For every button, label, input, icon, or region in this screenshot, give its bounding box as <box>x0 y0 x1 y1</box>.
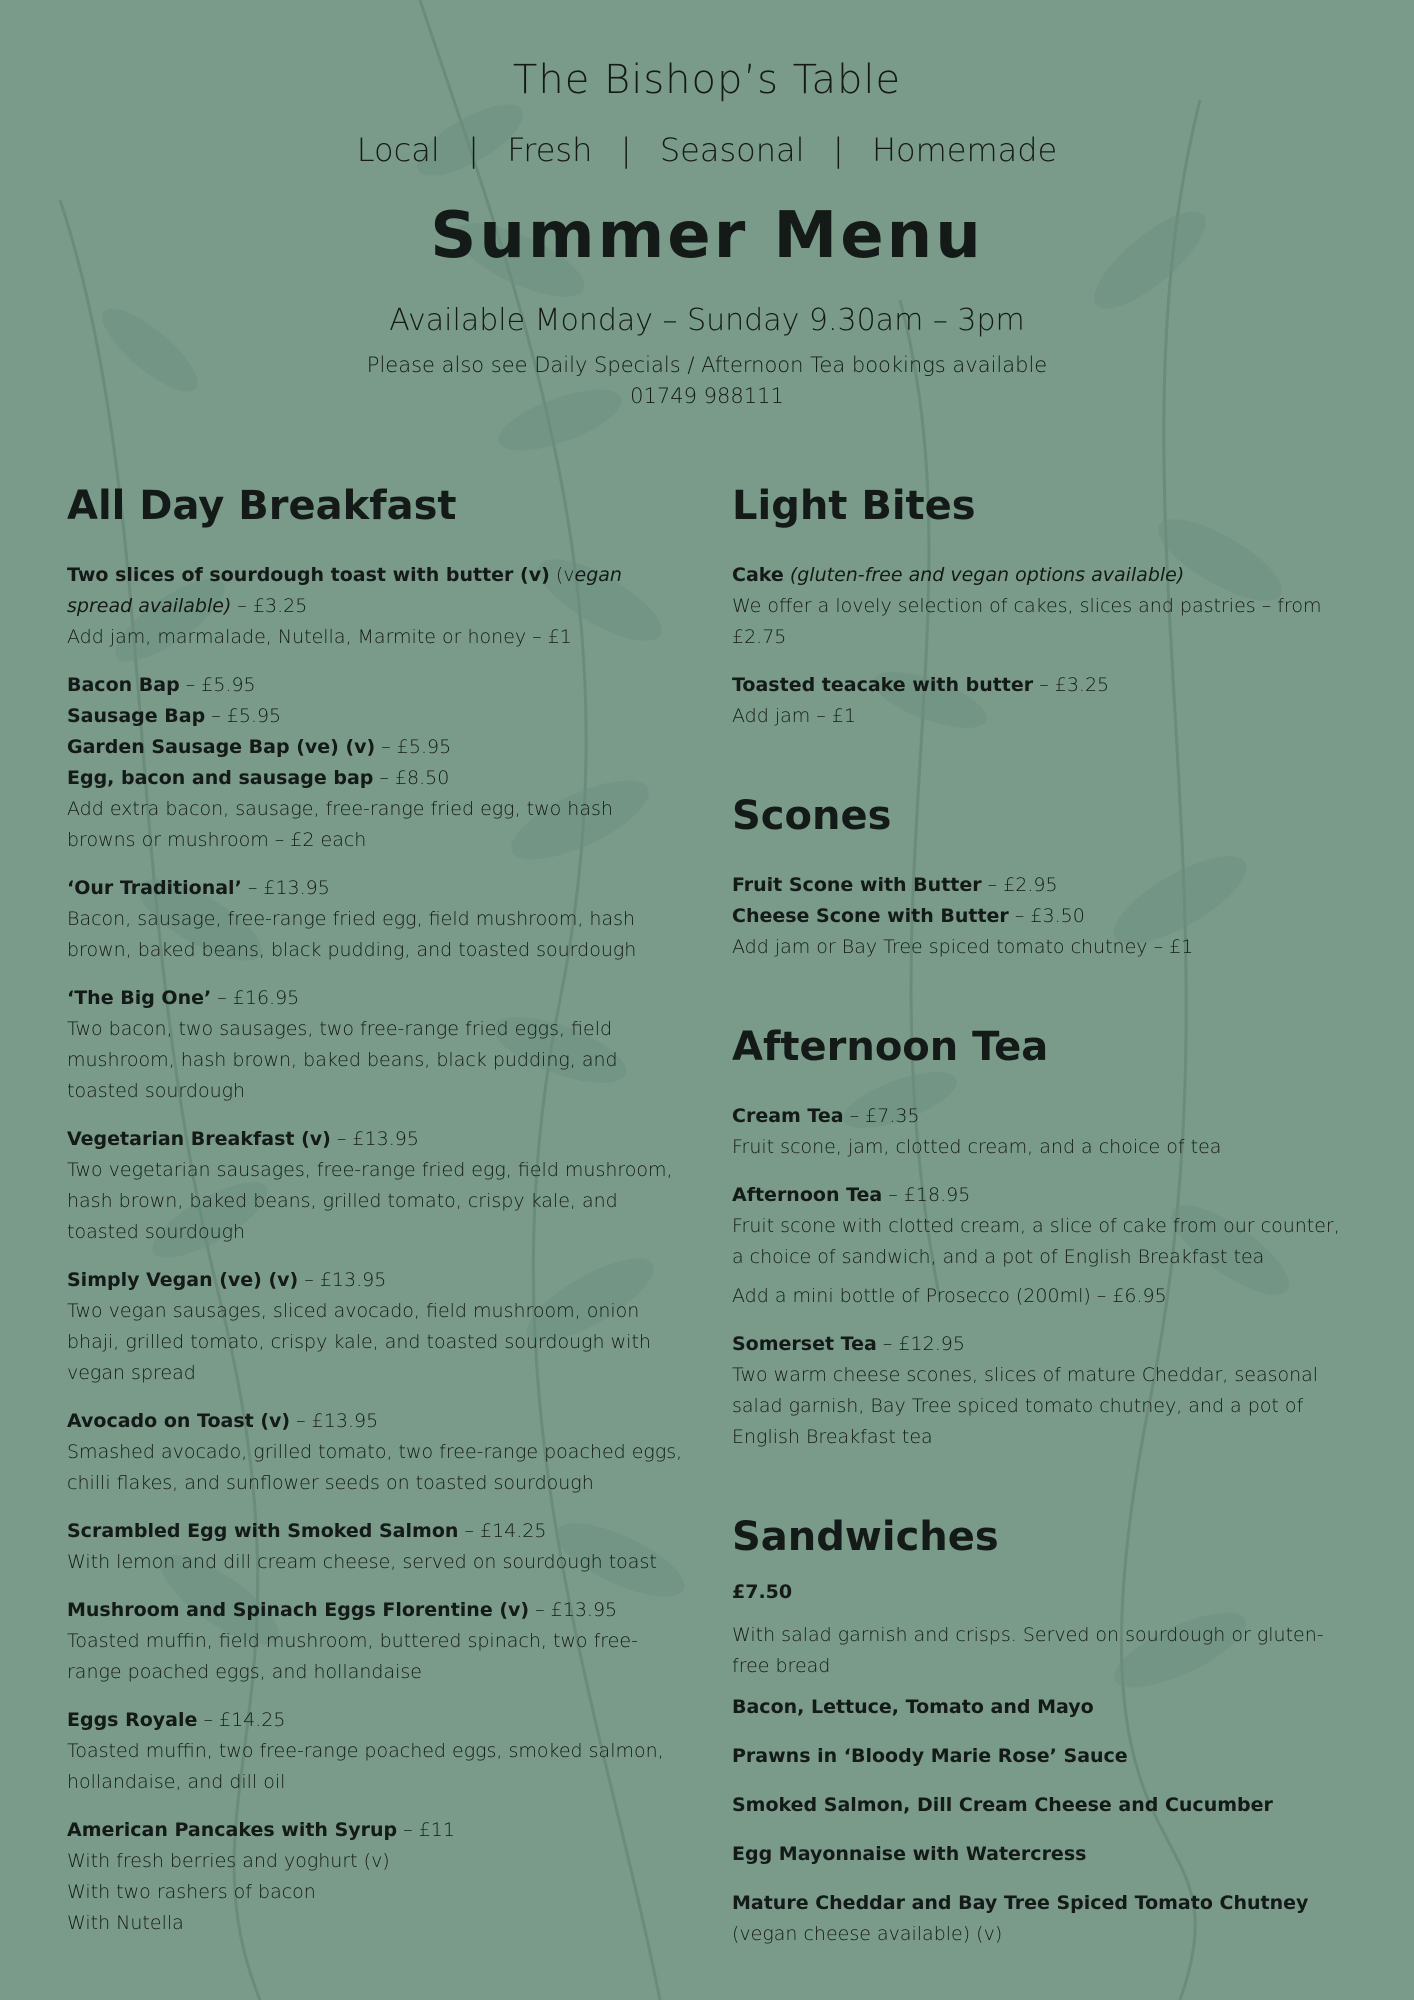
item-price: – £3.25 <box>1033 674 1110 696</box>
item-price: – £12.95 <box>876 1333 965 1355</box>
sandwich-description: With salad garnish and crisps. Served on sourdough or gluten-free bread <box>732 1624 1324 1677</box>
sandwich-item-note: (vegan cheese available) (v) <box>732 1923 1003 1945</box>
item-note-italic: egan spread available) <box>67 564 622 617</box>
menu-item-cake <box>732 560 1347 653</box>
item-price: – £3.50 <box>1008 905 1085 927</box>
sandwich-price: £7.50 <box>732 1581 793 1603</box>
item-name: Somerset Tea <box>732 1333 877 1355</box>
item-price: – £2.95 <box>981 874 1058 896</box>
prosecco-addon: Add a mini bottle of Prosecco (200ml) – £6.95 <box>732 1285 1167 1307</box>
item-description: Two vegetarian sausages, free-range fried egg, field mushroom, hash brown, baked beans, grilled tomato, crispy kale, and toasted sourdough <box>67 1159 673 1243</box>
item-price: – £13.95 <box>241 877 330 899</box>
item-name: Scrambled Egg with Smoked Salmon <box>67 1520 459 1542</box>
item-price: – £13.95 <box>290 1410 379 1432</box>
item-description: We offer a lovely selection of cakes, slices and pastries – from £2.75 <box>732 595 1322 648</box>
item-addon: Add extra bacon, sausage, free-range fried egg, two hash browns or mushroom – £2 each <box>67 798 613 851</box>
item-price: – £5.95 <box>179 674 256 696</box>
item-price: – £14.25 <box>197 1709 286 1731</box>
menu-item <box>67 1406 687 1499</box>
item-name: Garden Sausage Bap (ve) (v) <box>67 736 376 758</box>
scones-section <box>732 780 1347 963</box>
bap-item <box>67 732 687 763</box>
item-name: Bacon Bap <box>67 674 180 696</box>
item-description: Fruit scone, jam, clotted cream, and a choice of tea <box>732 1136 1222 1158</box>
sandwich-item: Smoked Salmon, Dill Cream Cheese and Cucumber <box>732 1794 1273 1816</box>
pancake-option: With Nutella <box>67 1912 184 1934</box>
section-title-light-bites: Light Bites <box>732 483 976 529</box>
right-column <box>732 470 1347 1968</box>
bap-item <box>67 670 687 701</box>
tagline: Local | Fresh | Seasonal | Homemade <box>356 131 1058 169</box>
bap-item <box>67 701 687 732</box>
item-price: – £11 <box>397 1819 455 1841</box>
item-name: Two slices of sourdough toast with butter (v) <box>67 564 550 586</box>
menu-item <box>67 1516 687 1578</box>
item-price: – £13.95 <box>330 1128 419 1150</box>
light-bites-section <box>732 470 1347 732</box>
item-description: Toasted muffin, two free-range poached eggs, smoked salmon, hollandaise, and dill oil <box>67 1740 664 1793</box>
item-name: Cake <box>732 564 784 586</box>
left-column <box>67 470 687 1939</box>
item-price: – £3.25 <box>231 595 308 617</box>
item-name: Simply Vegan (ve) (v) <box>67 1269 299 1291</box>
item-price: – £5.95 <box>205 705 282 727</box>
menu-item <box>67 983 687 1107</box>
menu-item-sourdough-toast <box>67 560 687 653</box>
item-name: Avocado on Toast (v) <box>67 1410 291 1432</box>
scone-item <box>732 901 1347 932</box>
menu-item <box>67 1265 687 1389</box>
item-description: Fruit scone with clotted cream, a slice of cake from our counter, a choice of sandwich, and a pot of English Breakfast tea <box>732 1215 1340 1268</box>
menu-item <box>67 1124 687 1248</box>
section-title-breakfast: All Day Breakfast <box>67 483 457 529</box>
sandwich-item: Egg Mayonnaise with Watercress <box>732 1843 1087 1865</box>
item-description: Bacon, sausage, free-range fried egg, field mushroom, hash brown, baked beans, black pudding, and toasted sourdough <box>67 908 637 961</box>
scone-item <box>732 870 1347 901</box>
menu-item <box>67 1705 687 1798</box>
sandwich-item: Bacon, Lettuce, Tomato and Mayo <box>732 1696 1094 1718</box>
sandwich-item-cheddar <box>732 1888 1347 1950</box>
item-addon: Add jam, marmalade, Nutella, Marmite or honey – £1 <box>67 626 572 648</box>
menu-item-cream-tea <box>732 1101 1347 1163</box>
sandwich-item-name: Mature Cheddar and Bay Tree Spiced Tomato Chutney <box>732 1892 1309 1914</box>
pancake-option: With two rashers of bacon <box>67 1881 316 1903</box>
menu-item-baps <box>67 670 687 856</box>
menu-item <box>67 1595 687 1688</box>
section-title-afternoon-tea: Afternoon Tea <box>732 1024 1049 1070</box>
item-name: Fruit Scone with Butter <box>732 874 982 896</box>
menu-item-somerset-tea <box>732 1329 1347 1453</box>
menu-title: Summer Menu <box>430 199 984 273</box>
item-description: Two bacon, two sausages, two free-range fried eggs, field mushroom, hash brown, baked beans, black pudding, and toasted sourdough <box>67 1018 618 1102</box>
menu-item-scones <box>732 870 1347 963</box>
item-name: Afternoon Tea <box>732 1184 883 1206</box>
item-price: – £8.50 <box>373 767 450 789</box>
pancake-option: With fresh berries and yoghurt (v) <box>67 1850 390 1872</box>
item-price: – £16.95 <box>211 987 300 1009</box>
item-name: Eggs Royale <box>67 1709 198 1731</box>
opening-hours: Available Monday – Sunday 9.30am – 3pm <box>389 303 1025 338</box>
item-name: Toasted teacake with butter <box>732 674 1034 696</box>
item-description: Two warm cheese scones, slices of mature Cheddar, seasonal salad garnish, Bay Tree spiced tomato chutney, and a pot of English Breakfast tea <box>732 1364 1319 1448</box>
menu-item-pancakes <box>67 1815 687 1939</box>
item-name: Egg, bacon and sausage bap <box>67 767 374 789</box>
item-addon: Add jam – £1 <box>732 705 857 727</box>
bap-item <box>67 763 687 794</box>
item-name: American Pancakes with Syrup <box>67 1819 398 1841</box>
menu-item-teacake <box>732 670 1347 732</box>
phone-number: 01749 988111 <box>630 384 784 408</box>
item-addon: Add jam or Bay Tree spiced tomato chutney – £1 <box>732 936 1194 958</box>
section-title-scones: Scones <box>732 793 892 839</box>
specials-note: Please also see Daily Specials / Afternoon Tea bookings available <box>366 353 1048 377</box>
breakfast-section <box>67 470 687 1939</box>
item-name: Sausage Bap <box>67 705 206 727</box>
menu-header <box>0 50 1414 412</box>
sandwiches-section <box>732 1501 1347 1950</box>
item-name: Cream Tea <box>732 1105 844 1127</box>
item-note: (v <box>549 564 575 586</box>
item-price: – £13.95 <box>298 1269 387 1291</box>
item-name: Vegetarian Breakfast (v) <box>67 1128 331 1150</box>
item-name: ‘The Big One’ <box>67 987 212 1009</box>
item-name: ‘Our Traditional’ <box>67 877 242 899</box>
item-price: – £13.95 <box>529 1599 618 1621</box>
sandwich-item: Prawns in ‘Bloody Marie Rose’ Sauce <box>732 1745 1128 1767</box>
item-price: – £14.25 <box>458 1520 547 1542</box>
item-description: Smashed avocado, grilled tomato, two free-range poached eggs, chilli flakes, and sunflower seeds on toasted sourdough <box>67 1441 683 1494</box>
restaurant-name: The Bishop’s Table <box>512 57 902 103</box>
item-note: (gluten-free and vegan options available) <box>783 564 1185 586</box>
menu-item <box>67 873 687 966</box>
item-price: – £18.95 <box>882 1184 971 1206</box>
section-title-sandwiches: Sandwiches <box>732 1514 999 1560</box>
afternoon-tea-section <box>732 1011 1347 1453</box>
item-description: Two vegan sausages, sliced avocado, field mushroom, onion bhaji, grilled tomato, crispy kale, and toasted sourdough with vegan spread <box>67 1300 651 1384</box>
item-name: Mushroom and Spinach Eggs Florentine (v) <box>67 1599 530 1621</box>
item-price: – £7.35 <box>843 1105 920 1127</box>
item-description: With lemon and dill cream cheese, served on sourdough toast <box>67 1551 657 1573</box>
item-price: – £5.95 <box>375 736 452 758</box>
item-name: Cheese Scone with Butter <box>732 905 1009 927</box>
menu-item-afternoon-tea <box>732 1180 1347 1273</box>
item-description: Toasted muffin, field mushroom, buttered spinach, two free-range poached eggs, and hollandaise <box>67 1630 638 1683</box>
